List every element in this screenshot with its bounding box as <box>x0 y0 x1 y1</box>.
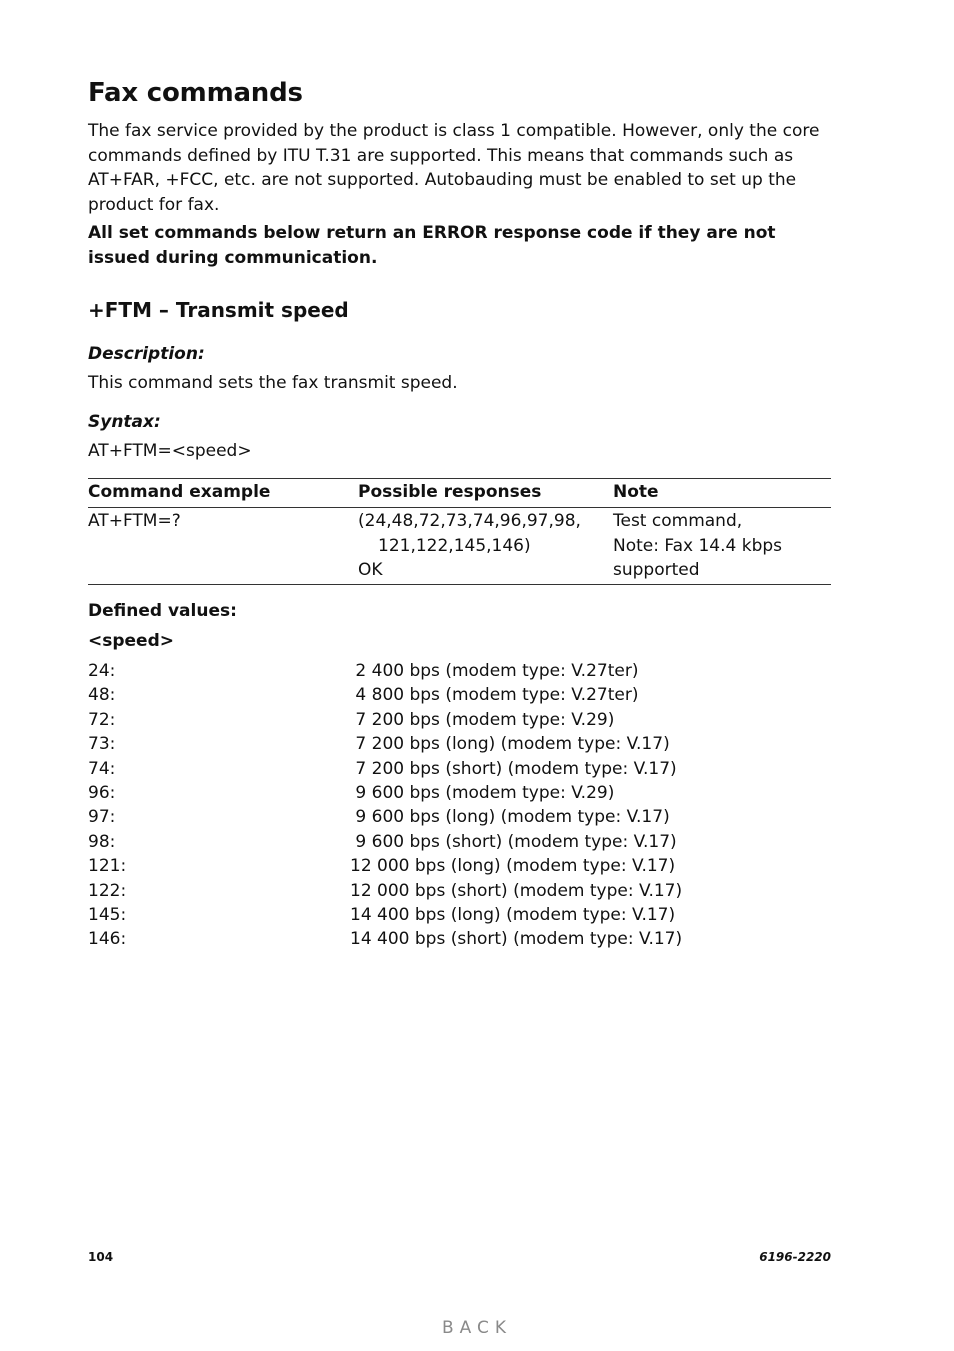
list-item <box>88 683 831 707</box>
back-link[interactable]: BACK <box>441 1318 512 1338</box>
value-key: 145: <box>88 904 127 925</box>
values-list <box>88 659 831 952</box>
value-description: 4 800 bps (modem type: V.27ter) <box>350 685 639 706</box>
value-key: 74: <box>88 758 116 779</box>
list-item <box>88 732 831 756</box>
value-key: 48: <box>88 685 116 706</box>
table-header-row <box>88 479 831 507</box>
value-key: 72: <box>88 709 116 730</box>
value-key: 146: <box>88 929 127 950</box>
section-title: +FTM – Transmit speed <box>88 298 349 322</box>
response-line: (24,48,72,73,74,96,97,98, <box>358 511 581 531</box>
value-key: 24: <box>88 661 116 681</box>
value-key: 98: <box>88 831 116 852</box>
value-description: 12 000 bps (long) (modem type: V.17) <box>350 856 676 877</box>
param-label: <speed> <box>88 631 175 651</box>
value-description: 9 600 bps (modem type: V.29) <box>350 782 615 803</box>
list-item <box>88 708 831 732</box>
value-key: 96: <box>88 782 116 803</box>
value-description: 7 200 bps (long) (modem type: V.17) <box>350 734 670 755</box>
value-description: 7 200 bps (modem type: V.29) <box>350 709 615 730</box>
document-number: 6196-2220 <box>759 1250 831 1264</box>
value-description: 9 600 bps (long) (modem type: V.17) <box>350 807 670 828</box>
page-title: Fax commands <box>88 78 303 108</box>
cell-responses <box>358 509 581 583</box>
cell-command: AT+FTM=? <box>88 511 181 531</box>
value-description: 14 400 bps (short) (modem type: V.17) <box>350 929 683 950</box>
syntax-text: AT+FTM=<speed> <box>88 441 252 461</box>
list-item <box>88 757 831 781</box>
value-key: 97: <box>88 807 116 828</box>
cell-note <box>613 509 782 583</box>
description-text: This command sets the fax transmit speed. <box>88 373 458 393</box>
page-number: 104 <box>88 1250 114 1264</box>
response-line: OK <box>358 560 383 580</box>
list-item <box>88 879 831 903</box>
response-line: 121,122,145,146) <box>378 535 531 556</box>
note-line: Test command, <box>613 511 743 531</box>
header-possible-responses: Possible responses <box>358 482 542 502</box>
value-key: 73: <box>88 734 116 755</box>
table-row <box>88 508 831 584</box>
value-description: 2 400 bps (modem type: V.27ter) <box>350 661 639 681</box>
header-note: Note <box>613 482 659 502</box>
list-item <box>88 805 831 829</box>
value-description: 12 000 bps (short) (modem type: V.17) <box>350 880 683 901</box>
header-command-example: Command example <box>88 482 271 502</box>
table-bottom-rule <box>88 584 831 585</box>
list-item <box>88 830 831 854</box>
value-description: 9 600 bps (short) (modem type: V.17) <box>350 831 677 852</box>
command-table <box>88 478 831 585</box>
value-description: 7 200 bps (short) (modem type: V.17) <box>350 758 677 779</box>
description-label: Description: <box>88 344 205 364</box>
value-description: 14 400 bps (long) (modem type: V.17) <box>350 904 676 925</box>
list-item <box>88 854 831 878</box>
defined-values-label: Defined values: <box>88 601 237 621</box>
list-item <box>88 781 831 805</box>
note-line: supported <box>613 560 700 580</box>
note-line: Note: Fax 14.4 kbps <box>613 535 783 556</box>
warning-paragraph: All set commands below return an ERROR response code if they are not issued during communication. <box>88 223 776 268</box>
intro-paragraph: The fax service provided by the product is class 1 compatible. However, only the core commands defined by ITU T.31 are supported. This means that commands such as AT+FAR, +FCC, etc. are not supported. Autobauding must be enabled to set up the product for fax. <box>88 121 820 215</box>
syntax-label: Syntax: <box>88 412 161 432</box>
value-key: 121: <box>88 856 127 877</box>
list-item <box>88 903 831 927</box>
list-item <box>88 927 831 951</box>
value-key: 122: <box>88 880 127 901</box>
list-item <box>88 659 831 683</box>
